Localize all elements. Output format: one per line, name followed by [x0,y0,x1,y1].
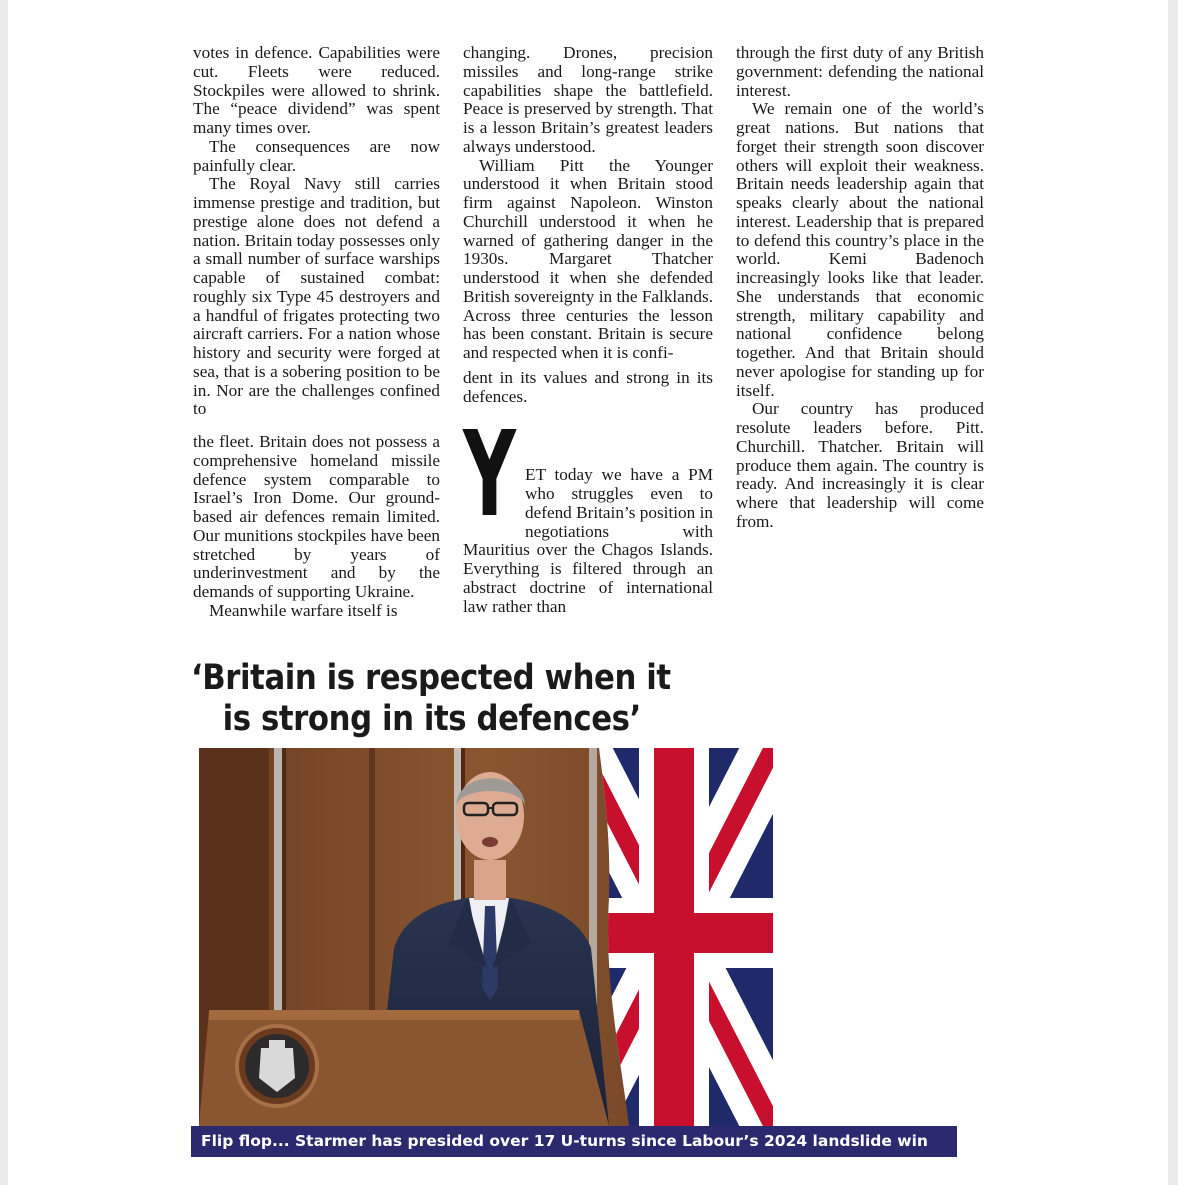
drop-cap: Y [463,405,516,544]
paragraph: Our country has produced resolute leaders before. Pitt. Churchill. Thatcher. Britain will produce them again. The country is ready. And increasingly it is clear where that leadership will come from. [736,399,984,531]
paragraph: William Pitt the Younger understood it when Britain stood firm against Napoleon. Winston Churchill understood it when he warned of gathering danger in the 1930s. Margaret Thatcher understood it when she defended British sovereignty in the Falklands. Across three centuries the lesson has been constant. Britain is secure and respected when it is confi- [463,155,713,362]
headline-line-1: ‘Britain is respected when it [191,658,671,698]
paragraph: changing. Drones, precision missiles and long-range strike capabilities shape the battlefield. Peace is preserved by strength. That is a lesson Britain’s greatest leaders always understood. [463,43,713,156]
pull-quote-headline [191,658,671,740]
paragraph: The Royal Navy still carries immense prestige and tradition, but prestige alone does not defend a nation. Britain today possesses only a small number of surface warships capable of sustained combat: roughly six Type 45 destroyers and a handful of frigates protecting two aircraft carriers. For a nation whose history and security were forged at sea, that is a sobering position to be in. Nor are the challenges confined to [193,174,440,419]
article-column-1 [193,44,440,621]
paragraph: votes in defence. Capabilities were cut. Fleets were reduced. Stockpiles were allowed to shrink. The “peace dividend” was spent many times over. [193,43,440,137]
paragraph: the fleet. Britain does not possess a comprehensive homeland missile defence system comparable to Israel’s Iron Dome. Our ground-based air defences remain limited. Our munitions stockpiles have been stretched by years of underinvestment and by the demands of supporting Ukraine. [193,432,440,601]
article-column-2 [463,44,713,616]
article-column-3 [736,44,984,532]
paragraph: Meanwhile warfare itself is [209,600,398,620]
photo-caption: Flip flop... Starmer has presided over 17 U-turns since Labour’s 2024 landslide win [191,1126,957,1157]
paragraph: We remain one of the world’s great nations. But nations that forget their strength soon discover others will exploit their weakness. Britain needs leadership again that speaks clearly about the national interest. Leadership that is prepared to defend this country’s place in the world. Kemi Badenoch increasingly looks like that leader. She understands that economic strength, military capability and national confidence belong together. And that Britain should never apologise for standing up for itself. [736,99,984,400]
paragraph: dent in its values and strong in its defences. [463,367,713,406]
paragraph: ET today we have a PM who struggles even to defend Britain’s position in negotiations with Mauritius over the Chagos Islands. Everything is filtered through an abstract doctrine of international law rather than [463,465,713,616]
dropcap-paragraph [463,405,713,616]
press-conference-photo [199,748,773,1126]
newspaper-page [8,0,1168,1185]
paragraph: The consequences are now painfully clear. [193,136,440,175]
paragraph: through the first duty of any British government: defending the national interest. [736,43,984,100]
headline-line-2: is strong in its defences’ [222,699,641,739]
